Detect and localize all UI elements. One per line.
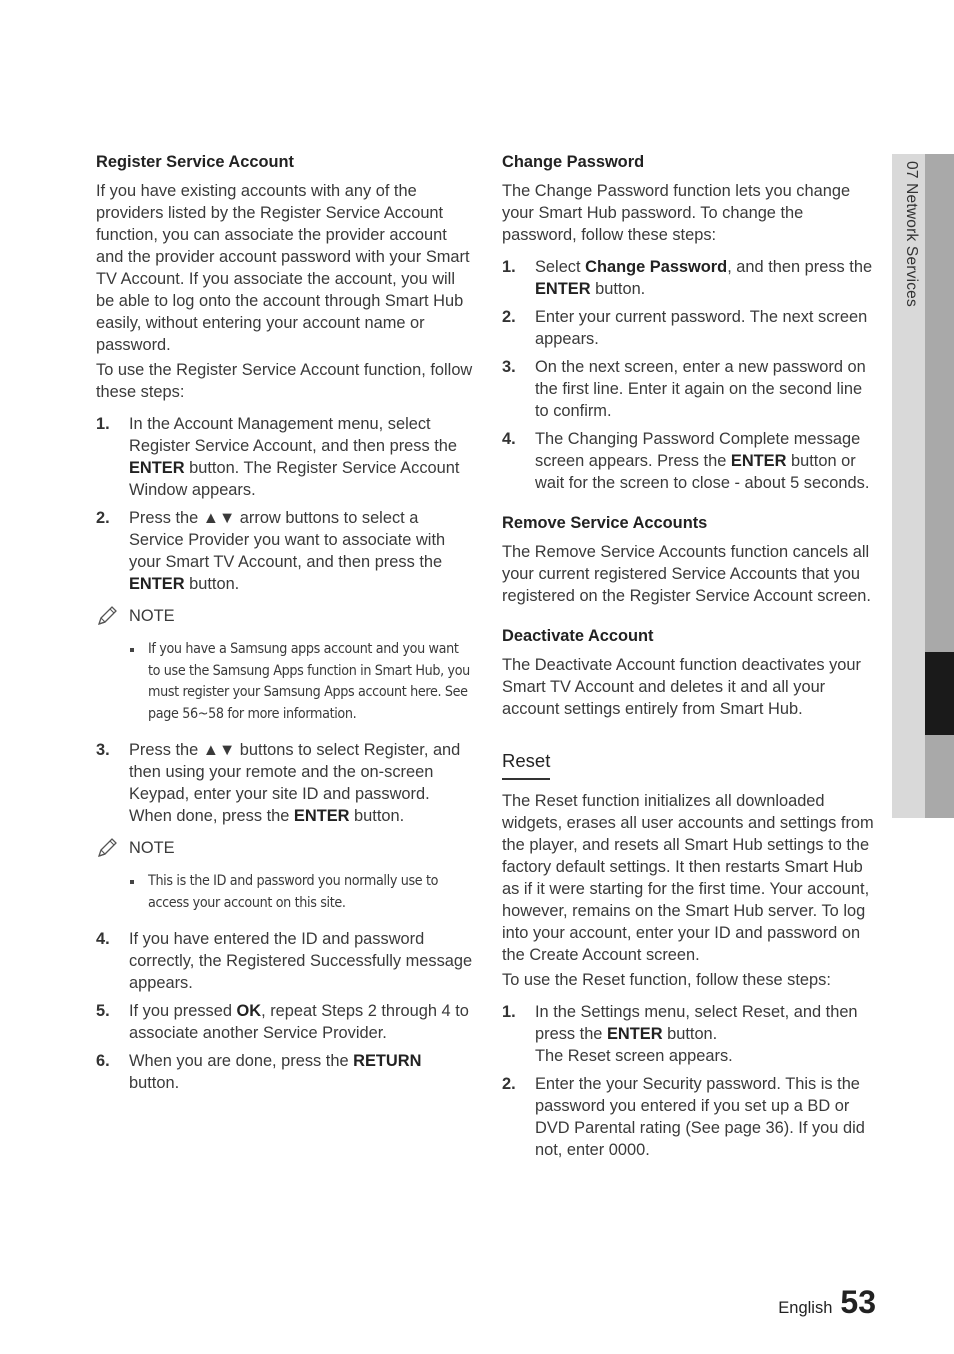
register-intro: If you have existing accounts with any of the providers listed by the Register Service Account function, you can associate the provider account and the provider account password with your Smart TV Account. If you associate the account, you will be able to log onto the account through Smart Hub easily, without entering your account name or password.	[96, 182, 470, 354]
left-column	[96, 151, 474, 1100]
note-2-text: This is the ID and password you normally use to access your account on this site.	[129, 871, 474, 914]
remove-section	[502, 512, 880, 607]
change-password-step-1: 1. Select Change Password, and then press the ENTER button.	[502, 258, 873, 298]
change-password-step-2: 2. Enter your current password. The next screen appears.	[502, 308, 868, 348]
reset-section	[502, 790, 880, 1161]
reset-body-2: To use the Reset function, follow these steps:	[502, 971, 831, 989]
change-password-step-3: 3. On the next screen, enter a new password on the first line. Enter it again on the second line to confirm.	[502, 358, 866, 420]
note-2-label: NOTE	[129, 839, 175, 857]
register-step-1: 1. In the Account Management menu, select Register Service Account, and then press the ENTER button. The Register Service Account Window appears.	[96, 415, 460, 499]
register-step-2: 2. Press the ▲▼ arrow buttons to select a Service Provider you want to associate with your Smart TV Account, and then press the ENTER button.	[96, 509, 446, 593]
change-password-step-4: 4. The Changing Password Complete message screen appears. Press the ENTER button or wait for the screen to close - about 5 seconds.	[502, 430, 870, 492]
chapter-side-label: 07 Network Services	[903, 161, 920, 307]
reset-body-1: The Reset function initializes all downloaded widgets, erases all user accounts and settings from the player, and resets all Smart Hub settings to the factory default settings. It then restarts Smart Hub as if it were starting for the first time. Your account, however, remains on the Smart Hub server. To log into your account, enter your ID and password on the Create Account screen.	[502, 792, 874, 964]
register-intro-2: To use the Register Service Account function, follow these steps:	[96, 361, 473, 401]
reset-step-1: 1. In the Settings menu, select Reset, and then press the ENTER button. The Reset screen appears.	[502, 1003, 858, 1065]
register-step-3: 3. Press the ▲▼ buttons to select Register, and then using your remote and the on-screen Keypad, enter your site ID and password. When done, press the ENTER button.	[96, 741, 461, 825]
footer-language: English	[778, 1299, 833, 1317]
reset-heading: Reset	[502, 749, 550, 780]
pencil-icon	[96, 605, 120, 627]
change-password-steps	[502, 256, 880, 494]
register-step-4: 4. If you have entered the ID and password correctly, the Registered Successfully message appears.	[96, 930, 473, 992]
change-password-intro: The Change Password function lets you change your Smart Hub password. To change the password, follow these steps:	[502, 182, 851, 244]
reset-steps	[502, 1001, 880, 1161]
register-step-5: 5. If you pressed OK, repeat Steps 2 through 4 to associate another Service Provider.	[96, 1002, 469, 1042]
register-steps	[96, 413, 474, 1094]
note-1-text: If you have a Samsung apps account and you want to use the Samsung Apps function in Smart Hub, you must register your Samsung Apps account here. See page 56~58 for more information.	[129, 639, 474, 725]
register-heading: Register Service Account	[96, 153, 294, 171]
remove-body: The Remove Service Accounts function cancels all your current registered Service Accounts that you registered on the Register Service Account screen.	[502, 543, 871, 605]
deactivate-heading: Deactivate Account	[502, 627, 654, 645]
pencil-icon	[96, 837, 120, 859]
deactivate-body: The Deactivate Account function deactivates your Smart TV Account and deletes it and all your account settings entirely from Smart Hub.	[502, 656, 861, 718]
note-1	[96, 605, 474, 725]
right-column	[502, 151, 880, 1167]
note-1-label: NOTE	[129, 607, 175, 625]
register-step-6: 6. When you are done, press the RETURN button.	[96, 1052, 422, 1092]
change-password-heading: Change Password	[502, 153, 645, 171]
page-number: 53	[840, 1284, 876, 1320]
remove-heading: Remove Service Accounts	[502, 514, 708, 532]
note-2	[96, 837, 474, 914]
reset-step-2: 2. Enter the your Security password. This is the password you entered if you set up a BD or DVD Parental rating (See page 36). If you did not, enter 0000.	[502, 1075, 865, 1159]
chapter-side-tab-marker	[925, 652, 954, 735]
deactivate-section	[502, 625, 880, 720]
page-footer	[740, 1284, 876, 1321]
